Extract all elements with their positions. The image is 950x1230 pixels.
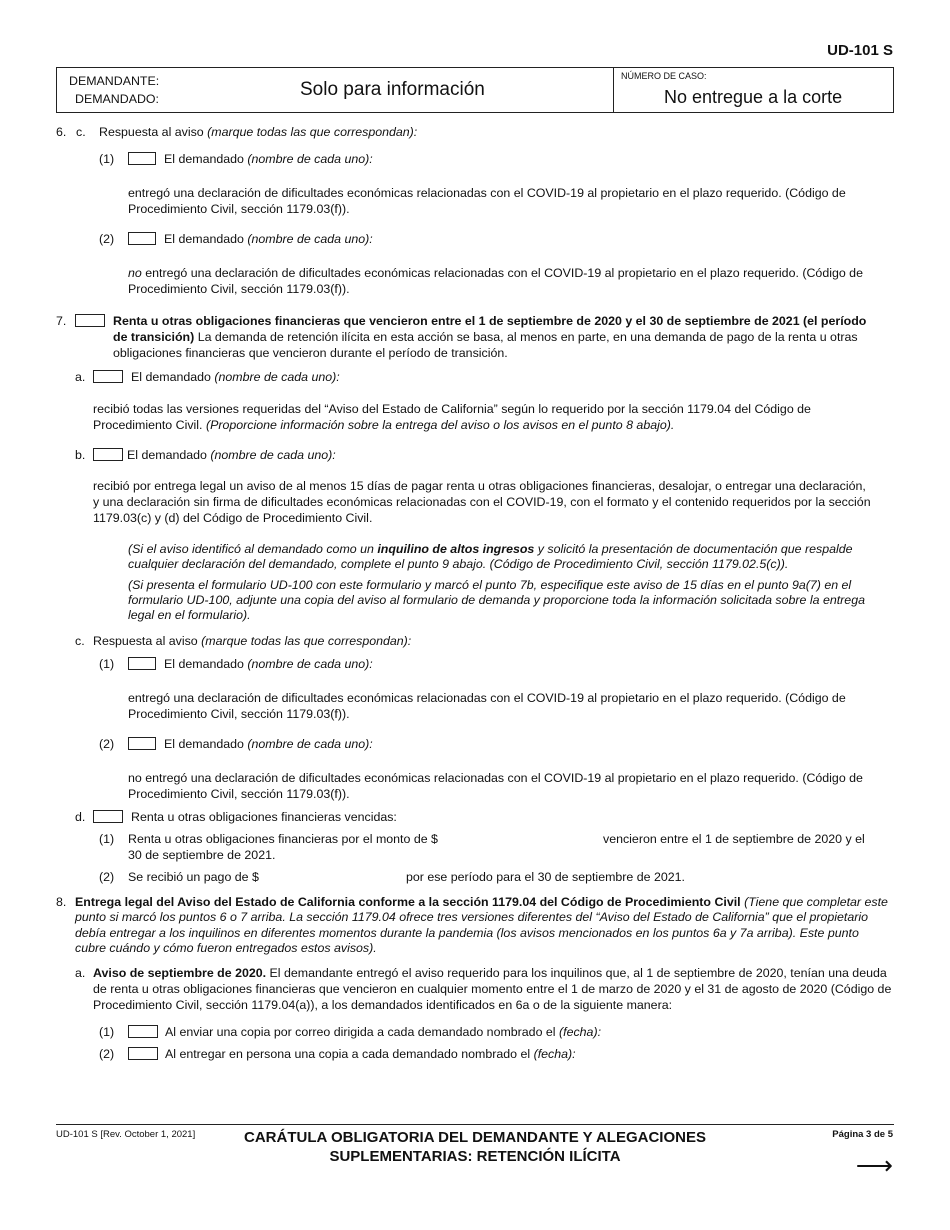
item-7a-body-l2: Procedimiento Civil. (Proporcione información sobre la entrega del aviso o los avisos en el punto 8 abajo).	[93, 418, 675, 432]
item-7c2-body-l2: Procedimiento Civil, sección 1179.03(f)).	[128, 787, 350, 801]
item-8-text-l3: debía entregar a los inquilinos en diferentes momentos durante la pandemia (los avisos mencionados en los puntos 6a y 7a arriba). Este punto	[75, 926, 859, 940]
item-8a1-text: Al enviar una copia por correo dirigida a cada demandado nombrado el (fecha):	[165, 1025, 602, 1039]
footer-rule	[56, 1124, 894, 1125]
case-number-label: NÚMERO DE CASO:	[621, 71, 707, 81]
item-7b-note1-l1: (Si el aviso identificó al demandado como un inquilino de altos ingresos y solicitó la presentación de documentación que respalde	[128, 542, 853, 556]
item-8a2-text: Al entregar en persona una copia a cada demandado nombrado el (fecha):	[165, 1047, 576, 1061]
item-6c-label: c.	[76, 125, 86, 139]
item-7-title-l3: obligaciones financieras que vencieron durante el período de transición.	[113, 346, 508, 360]
item-8a-l3: Procedimiento Civil, sección 1179.04(a)), a los demandados identificados en 6a o de la siguiente manera:	[93, 998, 673, 1012]
form-id: UD-101 S	[827, 42, 893, 59]
item-8a-label: a.	[75, 966, 86, 980]
item-7-title-l2: de transición) La demanda de retención ilícita en esta acción se basa, al menos en parte, en una demanda de pago de la renta u otras	[113, 330, 858, 344]
item-7d1-text-end: vencieron entre el 1 de septiembre de 2020 y el	[603, 832, 865, 846]
item-7c2-body-l1: no entregó una declaración de dificultades económicas relacionadas con el COVID-19 al propietario en el plazo requerido. (Código de	[128, 771, 863, 785]
item-7c2-text: El demandado (nombre de cada uno):	[164, 737, 373, 751]
item-7c2-number: (2)	[99, 737, 115, 751]
item-6c-text: Respuesta al aviso (marque todas las que correspondan):	[99, 125, 418, 139]
item-6-number: 6.	[56, 125, 67, 139]
footer-title	[200, 1128, 750, 1166]
item-7c-label: c.	[75, 634, 85, 648]
item-8-text-l2: punto si marcó los puntos 6 o 7 arriba. La sección 1179.04 ofrece tres versiones diferentes del “Aviso del Estado de California” que el propietario	[75, 910, 868, 924]
item-7b-note2-l3: legal en el formulario).	[128, 608, 251, 622]
item-7c1-body-l2: Procedimiento Civil, sección 1179.03(f)).	[128, 707, 350, 721]
item-7c2-checkbox[interactable]	[128, 737, 156, 750]
item-7b-checkbox[interactable]	[93, 448, 123, 461]
item-6c2-body-l2: Procedimiento Civil, sección 1179.03(f)).	[128, 282, 350, 296]
item-7c-text: Respuesta al aviso (marque todas las que correspondan):	[93, 634, 412, 648]
item-7d2-text-end: por ese período para el 30 de septiembre de 2021.	[406, 870, 685, 884]
item-7b-label: b.	[75, 448, 86, 462]
item-8a2-number: (2)	[99, 1047, 115, 1061]
item-7c1-number: (1)	[99, 657, 115, 671]
item-6c1-number: (1)	[99, 152, 115, 166]
caption-header	[56, 67, 894, 113]
item-8a1-checkbox[interactable]	[128, 1025, 158, 1038]
item-8a2-checkbox[interactable]	[128, 1047, 158, 1060]
item-8a-l2: de renta u otras obligaciones financieras que vencieron en cualquier momento entre el 1 de marzo de 2020 y el 31 de agosto de 2020 (Código de	[93, 982, 892, 996]
item-7b-note1-l2: cualquier declaración del demandado, complete el punto 9 abajo. (Código de Procedimiento Civil, sección 1179.02.5(c)).	[128, 557, 789, 571]
item-6c2-text: El demandado (nombre de cada uno):	[164, 232, 373, 246]
item-7-checkbox[interactable]	[75, 314, 105, 327]
item-7d1-text: Renta u otras obligaciones financieras por el monto de $	[128, 832, 438, 846]
item-7b-note2-l2: formulario UD-100, adjunte una copia del aviso al formulario de demanda y proporcione toda la información solicitada sobre la entrega	[128, 593, 865, 607]
footer-title-l2: SUPLEMENTARIAS: RETENCIÓN ILÍCITA	[329, 1148, 621, 1165]
item-7b-text: El demandado (nombre de cada uno):	[127, 448, 336, 462]
item-6c2-checkbox[interactable]	[128, 232, 156, 245]
item-7a-label: a.	[75, 370, 86, 384]
case-number-text: No entregue a la corte	[664, 87, 843, 107]
item-8a-l1: Aviso de septiembre de 2020. El demandante entregó el aviso requerido para los inquilinos que, al 1 de septiembre de 2020, tenían una deuda	[93, 966, 887, 980]
footer-page-number: Página 3 de 5	[832, 1129, 893, 1140]
plaintiff-label: DEMANDANTE:	[69, 74, 160, 88]
item-7d-text: Renta u otras obligaciones financieras vencidas:	[131, 810, 397, 824]
item-8a1-number: (1)	[99, 1025, 115, 1039]
item-7c1-body-l1: entregó una declaración de dificultades económicas relacionadas con el COVID-19 al propietario en el plazo requerido. (Código de	[128, 691, 846, 705]
info-only-text: Solo para información	[300, 79, 485, 100]
item-6c2-body-l1: no entregó una declaración de dificultades económicas relacionadas con el COVID-19 al propietario en el plazo requerido. (Código de	[128, 266, 863, 280]
item-6c1-body-l1: entregó una declaración de dificultades económicas relacionadas con el COVID-19 al propietario en el plazo requerido. (Código de	[128, 186, 846, 200]
item-7a-checkbox[interactable]	[93, 370, 123, 383]
item-7-number: 7.	[56, 314, 67, 328]
caption-divider	[613, 68, 614, 112]
item-7c1-text: El demandado (nombre de cada uno):	[164, 657, 373, 671]
item-8-text-l4: cubre cuándo y cómo fueron entregados estos avisos).	[75, 941, 377, 955]
item-7a-text: El demandado (nombre de cada uno):	[131, 370, 340, 384]
item-7d2-text: Se recibió un pago de $	[128, 870, 259, 884]
item-7d1-number: (1)	[99, 832, 115, 846]
item-7d-label: d.	[75, 810, 86, 824]
item-6c1-text: El demandado (nombre de cada uno):	[164, 152, 373, 166]
defendant-label: DEMANDADO:	[75, 92, 159, 106]
item-6c1-checkbox[interactable]	[128, 152, 156, 165]
item-7-title-l1: Renta u otras obligaciones financieras que vencieron entre el 1 de septiembre de 2020 y el 30 de septiembre de 2021 (el período	[113, 314, 867, 328]
item-7b-body-l3: 1179.03(c) y (d) del Código de Procedimiento Civil.	[93, 511, 373, 525]
item-7b-body-l1: recibió por entrega legal un aviso de al menos 15 días de pagar renta u otras obligaciones financieras, desalojar, o entregar una declaración,	[93, 479, 866, 493]
item-7d2-number: (2)	[99, 870, 115, 884]
footer-title-l1: CARÁTULA OBLIGATORIA DEL DEMANDANTE Y ALEGACIONES	[244, 1129, 706, 1146]
next-page-arrow-icon[interactable]: ⟶	[855, 1150, 893, 1180]
item-6c2-number: (2)	[99, 232, 115, 246]
item-7b-note2-l1: (Si presenta el formulario UD-100 con este formulario y marcó el punto 7b, especifique este aviso de 15 días en el punto 9a(7) en el	[128, 578, 852, 592]
item-7a-body-l1: recibió todas las versiones requeridas del “Aviso del Estado de California” según lo requerido por la sección 1179.04 del Código de	[93, 402, 811, 416]
item-6c1-body-l2: Procedimiento Civil, sección 1179.03(f)).	[128, 202, 350, 216]
item-8-title-l1: Entrega legal del Aviso del Estado de California conforme a la sección 1179.04 del Código de Procedimiento Civil (Tiene que completar este	[75, 895, 888, 909]
footer-revision: UD-101 S [Rev. October 1, 2021]	[56, 1129, 196, 1140]
item-8-number: 8.	[56, 895, 67, 909]
item-7d-checkbox[interactable]	[93, 810, 123, 823]
item-7c1-checkbox[interactable]	[128, 657, 156, 670]
item-7b-body-l2: y una declaración sin firma de dificultades económicas relacionadas con el COVID-19, con el formato y el contenido requeridos por la sección	[93, 495, 871, 509]
item-7d1-text-l2: 30 de septiembre de 2021.	[128, 848, 276, 862]
